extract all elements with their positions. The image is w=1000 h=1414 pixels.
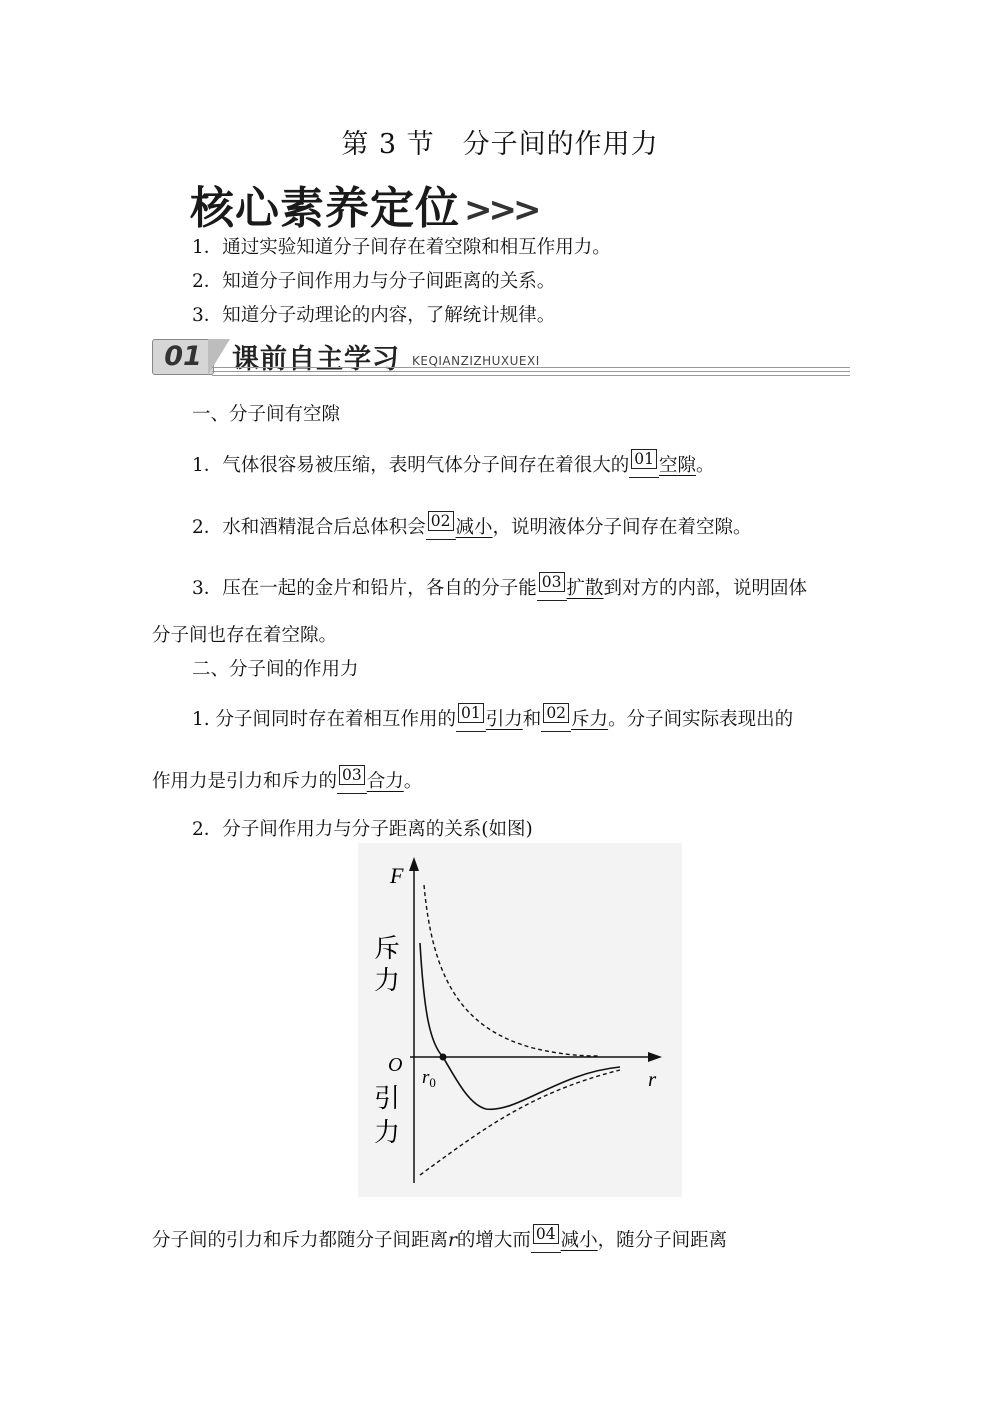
section-number-badge: 01: [152, 339, 214, 375]
blank-04: [531, 1225, 561, 1253]
x-axis-label: r: [648, 1067, 657, 1091]
variable-r: r: [448, 1230, 457, 1251]
text: 和: [522, 709, 542, 730]
answer-text: 空隙: [659, 455, 697, 476]
section-header: [150, 337, 850, 379]
answer-box-number: 01: [631, 449, 657, 469]
text: 。: [403, 771, 423, 792]
blank-03: [337, 766, 367, 794]
final-line: [152, 1226, 727, 1253]
part2-item1: [192, 705, 793, 732]
header-rule-2: [212, 371, 850, 372]
x-axis-arrow-icon: [648, 1052, 662, 1062]
text: 。分子间实际表现出的: [608, 709, 794, 730]
y-axis-arrow-icon: [409, 857, 419, 871]
part1-item1: [192, 451, 715, 478]
text: 1. 分子间同时存在着相互作用的: [192, 709, 457, 730]
repulsion-curve: [424, 885, 598, 1056]
blank-03: [537, 573, 567, 601]
text: ，随分子间距离: [597, 1230, 728, 1251]
text: 分子间的引力和斥力都随分子间距离: [152, 1230, 449, 1251]
answer-text: 引力: [485, 709, 523, 730]
section-title: 第 3 节 分子间的作用力: [341, 129, 659, 160]
text: 作用力是引力和斥力的: [152, 771, 338, 792]
text: 到对方的内部，说明固体: [603, 578, 808, 599]
objective-2: 2．知道分子间作用力与分子间距离的关系。: [192, 271, 556, 292]
net-force-curve: [420, 943, 620, 1109]
badge-triangle: [208, 339, 230, 375]
header-rule-3: [212, 375, 850, 376]
banner-arrows-icon: >>>: [464, 190, 538, 230]
part1-item3-cont: 分子间也存在着空隙。: [152, 625, 338, 646]
blank-01: [629, 450, 659, 478]
origin-label: O: [388, 1054, 403, 1076]
text: 。: [696, 455, 715, 476]
header-rule-1: [212, 367, 850, 368]
answer-text: 减小: [560, 1230, 598, 1251]
part1-item2: [192, 513, 752, 540]
text: 2．水和酒精混合后总体积会: [192, 517, 426, 538]
answer-text: 减小: [455, 517, 493, 538]
part2-heading: 二、分子间的作用力: [192, 659, 359, 680]
blank-02: [541, 704, 571, 732]
answer-text: 扩散: [566, 578, 604, 599]
attraction-label-2: 力: [374, 1118, 401, 1148]
blank-02: [426, 512, 456, 540]
attraction-label-1: 引: [374, 1084, 401, 1114]
attraction-curve: [420, 1070, 620, 1175]
objective-1: 1．通过实验知道分子间存在着空隙和相互作用力。: [192, 237, 611, 258]
blank-01: [456, 704, 486, 732]
graph-svg: [358, 843, 682, 1197]
answer-box-number: 02: [543, 703, 569, 723]
answer-box-number: 01: [458, 703, 484, 723]
answer-text: 合力: [366, 771, 404, 792]
equilibrium-point: [440, 1054, 447, 1061]
part1-item3: [192, 574, 807, 601]
repulsion-label-2: 力: [374, 966, 401, 996]
section-pinyin: KEQIANZIZHUXUEXI: [412, 354, 540, 368]
part2-item1-cont: [152, 767, 422, 794]
banner-label: 核心素养定位: [190, 183, 460, 234]
part2-item2: 2．分子间作用力与分子距离的关系(如图): [192, 819, 533, 840]
core-literacy-banner: [190, 172, 537, 236]
text: 的增大而: [456, 1230, 531, 1251]
text: 1．气体很容易被压缩，表明气体分子间存在着很大的: [192, 455, 630, 476]
r0-label: $r_0$: [422, 1067, 436, 1090]
y-axis-label: F: [390, 863, 404, 888]
text: 3．压在一起的金片和铅片，各自的分子能: [192, 578, 537, 599]
answer-box-number: 03: [339, 765, 365, 785]
answer-box-number: 03: [539, 572, 565, 592]
repulsion-label-1: 斥: [374, 934, 401, 964]
part1-heading: 一、分子间有空隙: [192, 404, 341, 425]
answer-box-number: 02: [428, 511, 454, 531]
objective-3: 3．知道分子动理论的内容，了解统计规律。: [192, 305, 556, 326]
answer-text: 斥力: [571, 709, 609, 730]
force-distance-graph: [358, 843, 682, 1197]
section-name: 课前自主学习: [232, 344, 400, 375]
text: ，说明液体分子间存在着空隙。: [492, 517, 752, 538]
answer-box-number: 04: [533, 1224, 559, 1244]
